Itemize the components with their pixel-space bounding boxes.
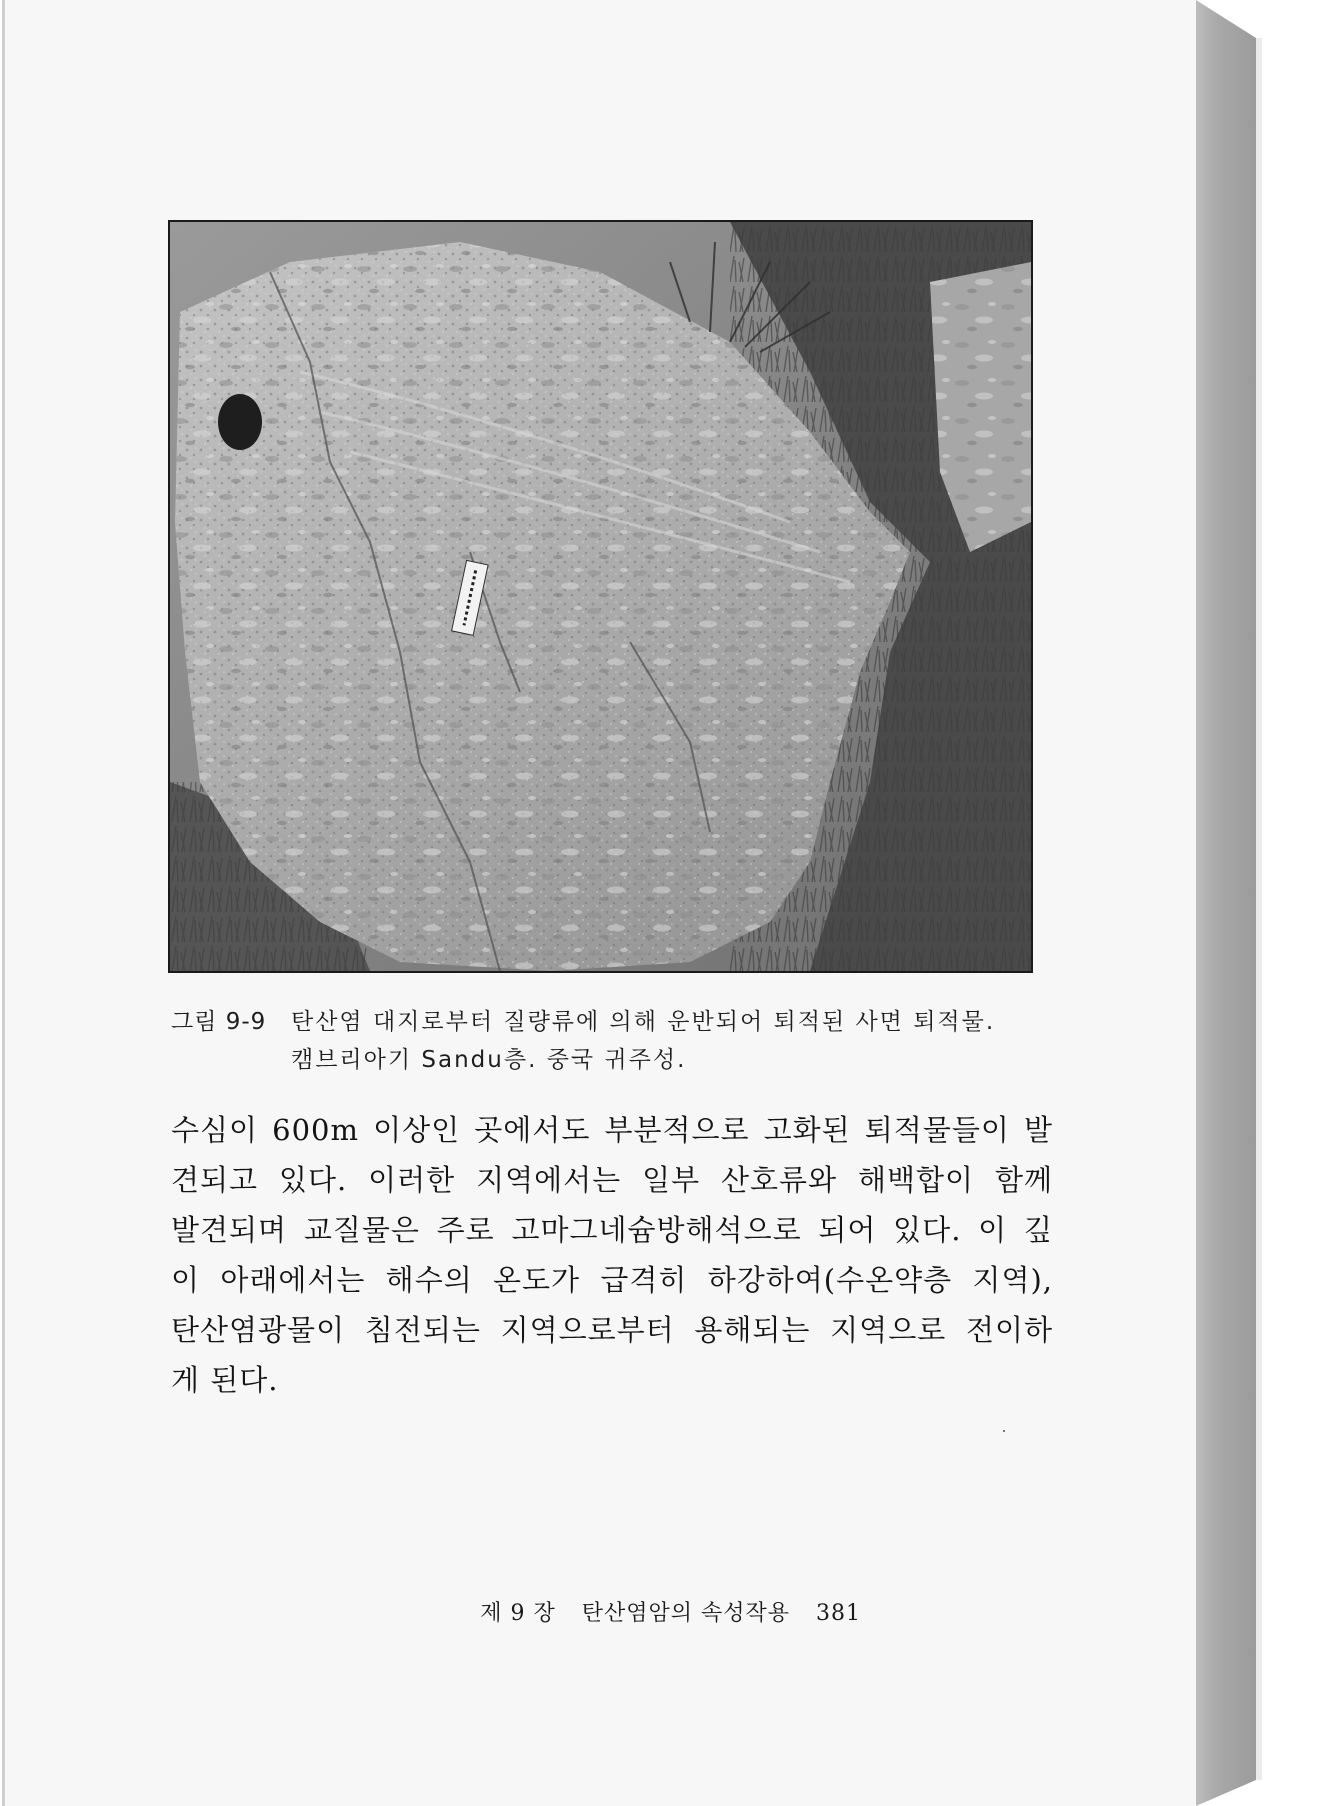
- body-line: 발견되며 교질물은 주로 고마그네슘방해석으로 되어 있다. 이 깊: [171, 1213, 1053, 1247]
- book-edge: [1196, 0, 1256, 1806]
- page: [2, 0, 1196, 1806]
- running-footer: [480, 1596, 861, 1627]
- body-line: 견되고 있다. 이러한 지역에서는 일부 산호류와 해백합이 함께: [171, 1163, 1053, 1197]
- body-paragraph: [171, 1105, 1053, 1405]
- rock-outcrop-photo: [170, 222, 1031, 971]
- figure-photo: [168, 220, 1033, 973]
- page-number: 381: [816, 1601, 861, 1626]
- body-line: 게 된다.: [171, 1363, 279, 1397]
- body-line: 수심이 600m 이상인 곳에서도 부분적으로 고화된 퇴적물들이 발: [171, 1113, 1053, 1147]
- book-edge-shadow: [1256, 38, 1262, 1780]
- figure-label: 그림 9-9: [171, 1009, 267, 1035]
- chapter-number: 제 9 장: [480, 1601, 556, 1626]
- caption-line-2: 캠브리아기 Sandu층. 중국 귀주성.: [291, 1047, 687, 1073]
- body-line: 이 아래에서는 해수의 온도가 급격히 하강하여(수온약층 지역),: [171, 1263, 1053, 1297]
- figure-caption: [171, 1003, 1051, 1079]
- chapter-title: 탄산염암의 속성작용: [581, 1601, 790, 1626]
- caption-line-1: 탄산염 대지로부터 질량류에 의해 운반되어 퇴적된 사면 퇴적물.: [291, 1009, 996, 1035]
- scan-speck: [1003, 1430, 1005, 1432]
- body-line: 탄산염광물이 침전되는 지역으로부터 용해되는 지역으로 전이하: [171, 1313, 1053, 1347]
